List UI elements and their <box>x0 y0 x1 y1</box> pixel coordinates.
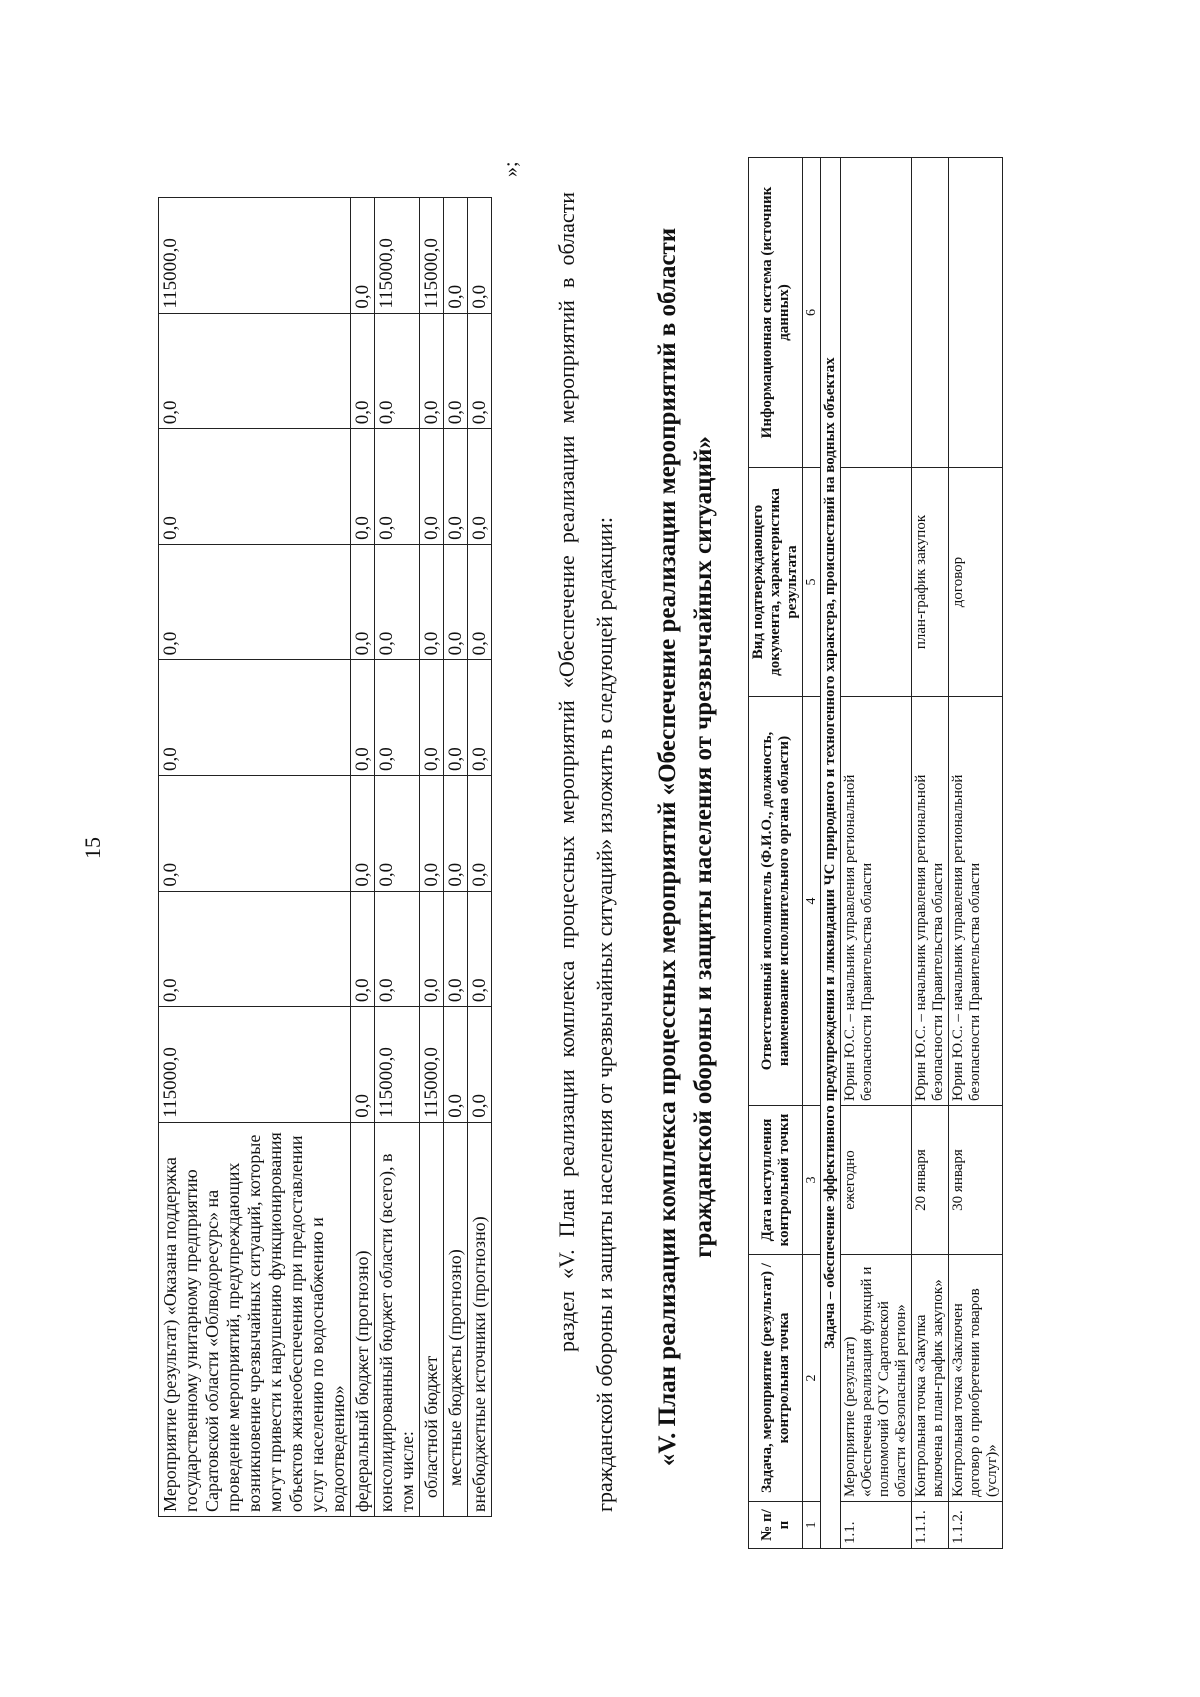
finance-value: 0,0 <box>375 775 420 891</box>
column-number: 2 <box>803 1255 821 1502</box>
plan-row <box>912 158 949 1549</box>
row-number: 1.1.2. <box>949 1502 1003 1549</box>
finance-value: 0,0 <box>351 891 375 1007</box>
finance-row-label: федеральный бюджет (прогнозно) <box>351 1122 375 1516</box>
finance-row-label: областной бюджет <box>420 1122 444 1516</box>
finance-value: 0,0 <box>444 660 468 776</box>
page-number: 15 <box>80 837 105 859</box>
finance-value: 115000,0 <box>420 1007 444 1123</box>
finance-value: 0,0 <box>468 198 492 314</box>
finance-value: 0,0 <box>444 313 468 429</box>
finance-value: 0,0 <box>444 198 468 314</box>
row-date: ежегодно <box>841 1106 912 1255</box>
column-number: 3 <box>803 1106 821 1255</box>
finance-table <box>158 197 492 1517</box>
finance-row <box>159 198 351 1517</box>
finance-value: 0,0 <box>375 660 420 776</box>
finance-value: 0,0 <box>444 1007 468 1123</box>
column-number: 6 <box>803 158 821 468</box>
row-responsible: Юрин Ю.С. – начальник управления региональной безопасности Правительства области <box>949 697 1003 1106</box>
section-heading: «V. План реализации комплекса процессных мероприятий «Обеспечение реализации мероприятий в области гражданской обороны и защиты населения от чрезвычайных ситуаций» <box>654 227 717 1467</box>
row-task-name: Мероприятие (результат) «Обеспечена реализация функций и полномочий ОГУ Саратовской области «Безопасный регион» <box>841 1255 912 1502</box>
finance-value: 0,0 <box>468 660 492 776</box>
row-date: 30 января <box>949 1106 1003 1255</box>
task-row <box>821 158 841 1549</box>
finance-value: 0,0 <box>375 544 420 660</box>
finance-value: 115000,0 <box>159 198 351 314</box>
finance-value: 0,0 <box>351 544 375 660</box>
finance-value: 0,0 <box>351 660 375 776</box>
finance-value: 115000,0 <box>159 1007 351 1123</box>
row-info-system <box>912 158 949 468</box>
finance-value: 0,0 <box>420 775 444 891</box>
finance-value: 0,0 <box>468 313 492 429</box>
row-info-system <box>949 158 1003 468</box>
amendment-paragraph: раздел «V. План реализации комплекса процессных мероприятий «Обеспечение реализации мероприятий в области гражданской обороны и защиты населения от чрезвычайных ситуаций» изложить в следующей редакции: <box>554 192 617 1512</box>
finance-row <box>420 198 444 1517</box>
header-task: Задача, мероприятие (результат) / контрольная точка <box>749 1255 803 1502</box>
finance-value: 0,0 <box>468 891 492 1007</box>
finance-value: 0,0 <box>420 313 444 429</box>
header-date: Дата наступления контрольной точки <box>749 1106 803 1255</box>
row-number: 1.1. <box>841 1502 912 1549</box>
finance-value: 115000,0 <box>375 198 420 314</box>
finance-value: 0,0 <box>420 891 444 1007</box>
end-quote-mark: »; <box>500 161 522 177</box>
plan-row <box>949 158 1003 1549</box>
finance-row <box>444 198 468 1517</box>
finance-value: 0,0 <box>351 1007 375 1123</box>
row-number: 1.1.1. <box>912 1502 949 1549</box>
task-text: Задача – обеспечение эффективного предупреждения и ликвидации ЧС природного и техногенного характера, происшествий на водных объектах <box>821 158 841 1549</box>
finance-row-label: местные бюджеты (прогнозно) <box>444 1122 468 1516</box>
finance-value: 0,0 <box>468 1007 492 1123</box>
row-document: план-график закупок <box>912 468 949 697</box>
finance-value: 0,0 <box>420 544 444 660</box>
finance-value: 0,0 <box>444 775 468 891</box>
row-info-system <box>841 158 912 468</box>
finance-value: 0,0 <box>444 429 468 545</box>
row-date: 20 января <box>912 1106 949 1255</box>
finance-value: 0,0 <box>444 891 468 1007</box>
finance-value: 0,0 <box>351 198 375 314</box>
row-document <box>841 468 912 697</box>
column-number: 5 <box>803 468 821 697</box>
header-number: № п/п <box>749 1502 803 1549</box>
finance-row <box>351 198 375 1517</box>
column-number: 1 <box>803 1502 821 1549</box>
finance-value: 0,0 <box>159 775 351 891</box>
finance-value: 0,0 <box>444 544 468 660</box>
finance-value: 0,0 <box>159 891 351 1007</box>
finance-value: 0,0 <box>375 429 420 545</box>
row-responsible: Юрин Ю.С. – начальник управления региональной безопасности Правительства области <box>912 697 949 1106</box>
plan-row <box>841 158 912 1549</box>
finance-row <box>375 198 420 1517</box>
finance-value: 0,0 <box>159 429 351 545</box>
row-task-name: Контрольная точка «Закупка включена в план-график закупок» <box>912 1255 949 1502</box>
finance-value: 0,0 <box>159 313 351 429</box>
finance-row-label: Мероприятие (результат) «Оказана поддержка государственному унитарному предприятию Саратовской области «Облводоресурс» на проведение мероприятий, предупреждающих возникновение чрезвычайных ситуаций, которые могут привести к нарушению функционирования объектов жизнеобеспечения при предоставлении услуг населению по водоснабжению и водоотведению» <box>159 1122 351 1516</box>
column-number-row <box>803 158 821 1549</box>
header-document: Вид подтверждающего документа, характеристика результата <box>749 468 803 697</box>
finance-value: 0,0 <box>159 544 351 660</box>
finance-row-label: внебюджетные источники (прогнозно) <box>468 1122 492 1516</box>
header-info-system: Информационная система (источник данных) <box>749 158 803 468</box>
finance-value: 0,0 <box>159 660 351 776</box>
header-responsible: Ответственный исполнитель (Ф.И.О., должность, наименование исполнительного органа области) <box>749 697 803 1106</box>
row-document: договор <box>949 468 1003 697</box>
finance-row-label: консолидированный бюджет области (всего), в том числе: <box>375 1122 420 1516</box>
plan-table <box>748 157 1003 1549</box>
row-task-name: Контрольная точка «Заключен договор о приобретении товаров (услуг)» <box>949 1255 1003 1502</box>
plan-header-row <box>749 158 803 1549</box>
finance-value: 0,0 <box>375 313 420 429</box>
finance-value: 0,0 <box>351 313 375 429</box>
finance-row <box>468 198 492 1517</box>
row-responsible: Юрин Ю.С. – начальник управления региональной безопасности Правительства области <box>841 697 912 1106</box>
finance-value: 0,0 <box>468 544 492 660</box>
finance-value: 0,0 <box>468 775 492 891</box>
finance-value: 0,0 <box>375 891 420 1007</box>
finance-value: 0,0 <box>420 660 444 776</box>
finance-value: 115000,0 <box>420 198 444 314</box>
finance-value: 0,0 <box>468 429 492 545</box>
column-number: 4 <box>803 697 821 1106</box>
finance-value: 0,0 <box>351 429 375 545</box>
finance-value: 0,0 <box>420 429 444 545</box>
finance-value: 115000,0 <box>375 1007 420 1123</box>
finance-value: 0,0 <box>351 775 375 891</box>
